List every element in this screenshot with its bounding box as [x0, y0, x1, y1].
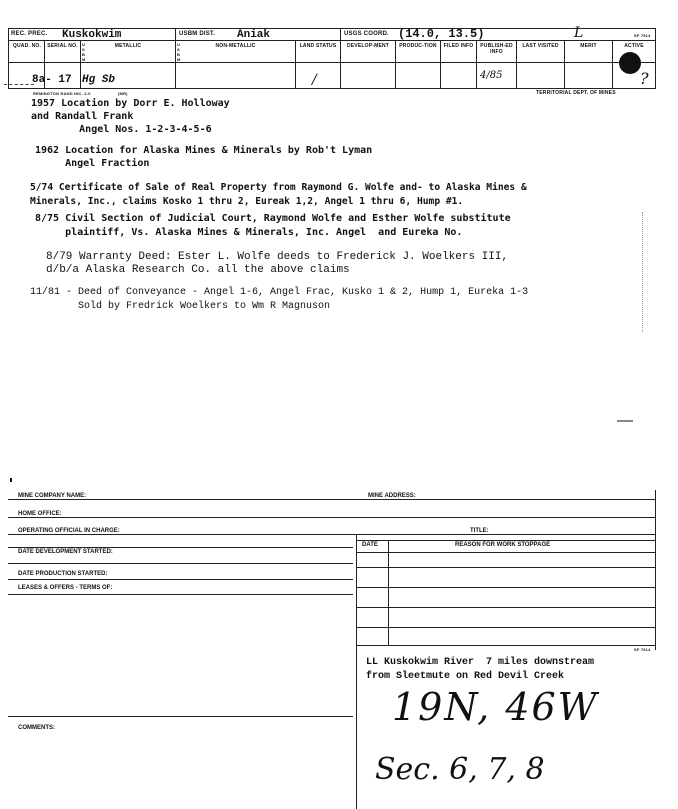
col-metallic: METALLIC — [114, 43, 142, 49]
entry-8-75: 8/75 Civil Section of Judicial Court, Raymond Wolfe and Esther Wolfe substitute plaintiff, Vs. Alaska Mines & Minerals, Inc. Angel and Eureka No. — [35, 213, 511, 238]
active-value: ? — [640, 69, 649, 88]
location-note: LL Kuskokwim River 7 miles downstream from Sleetmute on Red Devil Creek — [366, 657, 595, 682]
usbm-dist-label: USBM DIST. — [179, 31, 216, 37]
comments-label: COMMENTS: — [18, 725, 55, 731]
usbm-letters-metallic: U S B M — [82, 42, 86, 62]
col-active: ACTIVE — [624, 43, 644, 49]
entry-1962: 1962 Location for Alaska Mines & Minerals by Rob't Lyman Angel Fraction — [35, 145, 373, 169]
handwritten-township: 19N, 46W — [392, 685, 599, 729]
col-quad: QUAD. NO. — [12, 43, 42, 49]
title-label: TITLE: — [470, 528, 489, 534]
operating-official-label: OPERATING OFFICIAL IN CHARGE: — [18, 528, 120, 534]
speck — [617, 420, 633, 422]
usbm-dist-value: Aniak — [237, 29, 271, 41]
speck — [10, 478, 12, 482]
territorial-dept: TERRITORIAL DEPT. OF MINES — [536, 90, 616, 96]
reason-column-header: REASON FOR WORK STOPPAGE — [455, 542, 551, 548]
published-value: 4/85 — [480, 70, 503, 81]
active-punch-hole — [619, 52, 641, 74]
date-column-header: DATE — [362, 542, 378, 548]
header-mark: L — [574, 25, 584, 41]
date-production-label: DATE PRODUCTION STARTED: — [18, 571, 108, 577]
date-development-label: DATE DEVELOPMENT STARTED: — [18, 549, 113, 555]
mine-address-label: MINE ADDRESS: — [368, 493, 416, 499]
col-serial: SERIAL NO. — [47, 43, 78, 49]
col-merit: MERIT — [580, 43, 597, 49]
rec-prec-label: REC. PREC. — [11, 31, 48, 37]
col-filed-info: FILED INFO — [443, 43, 474, 49]
usgs-coord-value: (14.0, 13.5) — [398, 27, 485, 41]
rec-prec-value: Kuskokwim — [62, 29, 122, 41]
form-number-lower: SF 7914 — [634, 647, 651, 652]
usbm-letters-nonmetallic: U S B M — [177, 42, 181, 62]
serial-value: 8a- 17 — [32, 74, 72, 86]
margin-dots — [642, 212, 644, 332]
col-development: DEVELOP-MENT — [346, 43, 390, 49]
col-non-metallic: NON-METALLIC — [215, 43, 256, 49]
usgs-coord-label: USGS COORD. — [344, 31, 389, 37]
printer-code: (MR) — [118, 91, 128, 96]
dash-mark — [4, 84, 34, 85]
entry-8-79: 8/79 Warranty Deed: Ester L. Wolfe deeds to Frederick J. Woelkers III, d/b/a Alaska Research Co. all the above claims — [46, 251, 509, 276]
entry-11-81: 11/81 - Deed of Conveyance - Angel 1-6, Angel Frac, Kusko 1 & 2, Hump 1, Eureka 1-3 Sold by Fredrick Woelkers to Wm R Magnuson — [30, 287, 529, 312]
col-published-info: PUBLISH-ED INFO — [480, 43, 513, 55]
home-office-label: HOME OFFICE: — [18, 511, 62, 517]
form-number: SF 7914 — [634, 33, 651, 38]
col-land-status: LAND STATUS — [299, 43, 337, 49]
land-status-value: / — [312, 72, 317, 88]
leases-label: LEASES & OFFERS - TERMS OF: — [18, 585, 113, 591]
entry-5-74: 5/74 Certificate of Sale of Real Property from Raymond G. Wolfe and- to Alaska Mines & Minerals, Inc., claims Kosko 1 thru 2, Eureak 1,2, Angel 1 thru 6, Hump #1. — [30, 182, 527, 207]
col-last-visited: LAST VISITED — [522, 43, 559, 49]
col-production: PRODUC-TION — [399, 43, 437, 49]
metallic-value: Hg Sb — [82, 74, 116, 86]
mine-company-label: MINE COMPANY NAME: — [18, 493, 87, 499]
handwritten-section: Sec. 6, 7, 8 — [375, 752, 545, 787]
printer-mark: REMINGTON RAND INC. 2-0 — [33, 91, 91, 96]
entry-1957: 1957 Location by Dorr E. Holloway and Randall Frank Angel Nos. 1-2-3-4-5-6 — [31, 98, 230, 135]
